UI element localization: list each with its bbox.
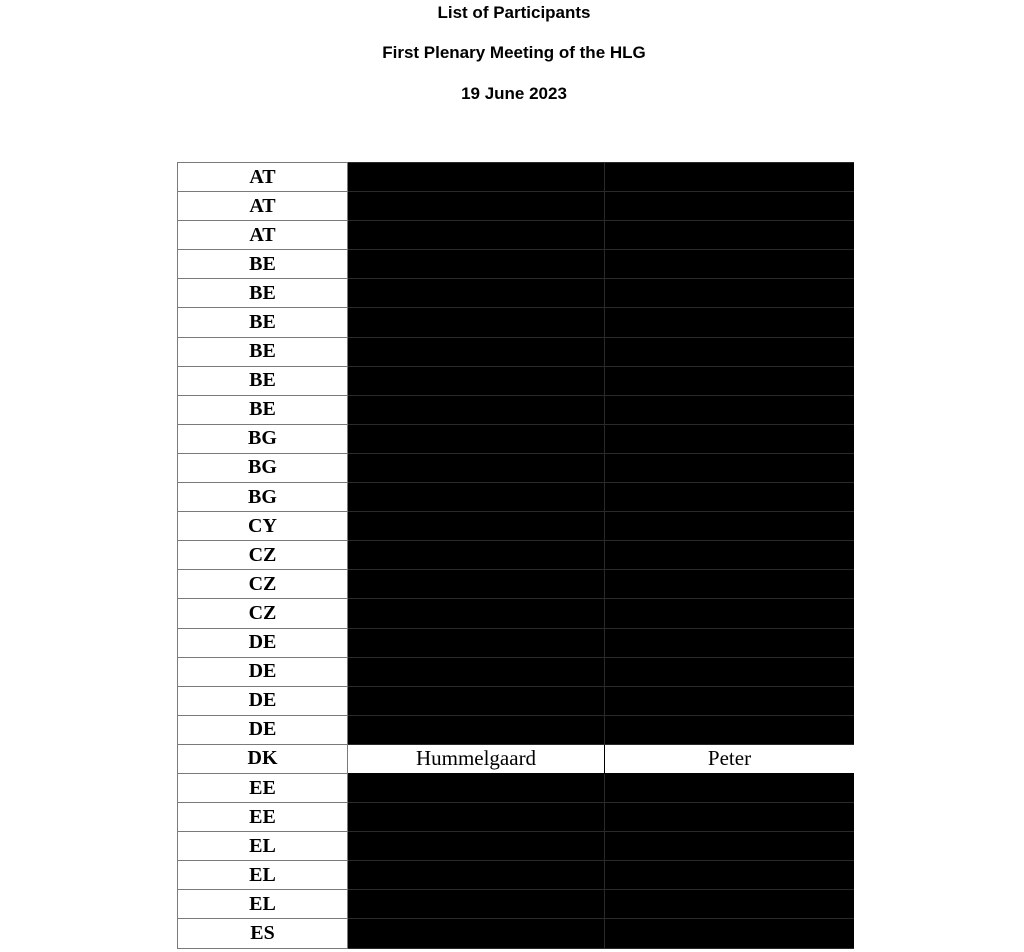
redacted-first-name-cell: [605, 715, 855, 744]
table-row: [178, 163, 855, 192]
redacted-first-name-cell: [605, 308, 855, 337]
redacted-first-name-cell: [605, 773, 855, 802]
table-row: [178, 919, 855, 948]
table-row: [178, 221, 855, 250]
table-row: [178, 366, 855, 395]
country-code-cell: DE: [178, 686, 348, 715]
participants-table: [177, 162, 854, 949]
redacted-surname-cell: [348, 628, 605, 657]
redacted-first-name-cell: [605, 337, 855, 366]
redacted-surname-cell: [348, 279, 605, 308]
redacted-surname-cell: [348, 861, 605, 890]
redacted-first-name-cell: [605, 599, 855, 628]
country-code-cell: ES: [178, 919, 348, 948]
redacted-first-name-cell: [605, 861, 855, 890]
meeting-name: First Plenary Meeting of the HLG: [382, 43, 646, 62]
redacted-surname-cell: [348, 337, 605, 366]
table-row: [178, 715, 855, 744]
country-code-cell: BE: [178, 279, 348, 308]
redacted-first-name-cell: [605, 512, 855, 541]
country-code-cell: CZ: [178, 599, 348, 628]
redacted-surname-cell: [348, 250, 605, 279]
redacted-surname-cell: [348, 657, 605, 686]
table-row: [178, 279, 855, 308]
redacted-first-name-cell: [605, 541, 855, 570]
redacted-first-name-cell: [605, 279, 855, 308]
country-code-cell: BG: [178, 453, 348, 482]
country-code-cell: EL: [178, 832, 348, 861]
country-code-cell: BE: [178, 308, 348, 337]
meeting-date: 19 June 2023: [461, 84, 567, 103]
redacted-surname-cell: [348, 192, 605, 221]
table-row: [178, 453, 855, 482]
country-code-cell: DE: [178, 715, 348, 744]
redacted-surname-cell: [348, 541, 605, 570]
redacted-surname-cell: [348, 803, 605, 832]
redacted-surname-cell: [348, 832, 605, 861]
redacted-surname-cell: [348, 366, 605, 395]
table-row: [178, 803, 855, 832]
country-code-cell: AT: [178, 192, 348, 221]
table-row: [178, 192, 855, 221]
table-row: [178, 832, 855, 861]
table-row: [178, 250, 855, 279]
redacted-surname-cell: [348, 599, 605, 628]
redacted-surname-cell: [348, 715, 605, 744]
redacted-first-name-cell: [605, 366, 855, 395]
country-code-cell: CZ: [178, 541, 348, 570]
country-code-cell: BG: [178, 424, 348, 453]
redacted-first-name-cell: [605, 657, 855, 686]
table-row: [178, 570, 855, 599]
redacted-first-name-cell: [605, 221, 855, 250]
table-row: [178, 512, 855, 541]
table-row: [178, 657, 855, 686]
redacted-surname-cell: [348, 512, 605, 541]
participants-table-container: [177, 162, 854, 952]
surname-cell: Hummelgaard: [348, 744, 605, 773]
redacted-first-name-cell: [605, 163, 855, 192]
redacted-surname-cell: [348, 570, 605, 599]
country-code-cell: DK: [178, 744, 348, 773]
redacted-surname-cell: [348, 163, 605, 192]
table-row: [178, 890, 855, 919]
redacted-first-name-cell: [605, 686, 855, 715]
table-row: [178, 628, 855, 657]
table-row: [178, 483, 855, 512]
redacted-first-name-cell: [605, 395, 855, 424]
country-code-cell: AT: [178, 221, 348, 250]
country-code-cell: EL: [178, 890, 348, 919]
table-row: [178, 599, 855, 628]
table-row: [178, 337, 855, 366]
country-code-cell: CZ: [178, 570, 348, 599]
country-code-cell: AT: [178, 163, 348, 192]
table-row: [178, 744, 855, 773]
redacted-surname-cell: [348, 424, 605, 453]
redacted-surname-cell: [348, 773, 605, 802]
country-code-cell: BE: [178, 366, 348, 395]
country-code-cell: BE: [178, 395, 348, 424]
redacted-surname-cell: [348, 890, 605, 919]
redacted-surname-cell: [348, 686, 605, 715]
redacted-first-name-cell: [605, 570, 855, 599]
table-row: [178, 686, 855, 715]
table-row: [178, 395, 855, 424]
country-code-cell: BG: [178, 483, 348, 512]
redacted-first-name-cell: [605, 803, 855, 832]
redacted-first-name-cell: [605, 832, 855, 861]
redacted-first-name-cell: [605, 453, 855, 482]
table-row: [178, 773, 855, 802]
country-code-cell: BE: [178, 250, 348, 279]
table-row: [178, 424, 855, 453]
table-row: [178, 541, 855, 570]
redacted-surname-cell: [348, 308, 605, 337]
redacted-first-name-cell: [605, 250, 855, 279]
redacted-first-name-cell: [605, 483, 855, 512]
country-code-cell: EE: [178, 773, 348, 802]
table-row: [178, 861, 855, 890]
participants-table-body: [178, 163, 855, 949]
redacted-surname-cell: [348, 395, 605, 424]
first-name-cell: Peter: [605, 744, 855, 773]
redacted-first-name-cell: [605, 424, 855, 453]
redacted-first-name-cell: [605, 890, 855, 919]
redacted-first-name-cell: [605, 919, 855, 948]
redacted-first-name-cell: [605, 628, 855, 657]
redacted-surname-cell: [348, 221, 605, 250]
table-row: [178, 308, 855, 337]
redacted-surname-cell: [348, 453, 605, 482]
country-code-cell: EE: [178, 803, 348, 832]
country-code-cell: BE: [178, 337, 348, 366]
country-code-cell: DE: [178, 628, 348, 657]
country-code-cell: EL: [178, 861, 348, 890]
redacted-surname-cell: [348, 483, 605, 512]
redacted-surname-cell: [348, 919, 605, 948]
redacted-first-name-cell: [605, 192, 855, 221]
country-code-cell: CY: [178, 512, 348, 541]
document-title: List of Participants: [437, 3, 591, 22]
country-code-cell: DE: [178, 657, 348, 686]
